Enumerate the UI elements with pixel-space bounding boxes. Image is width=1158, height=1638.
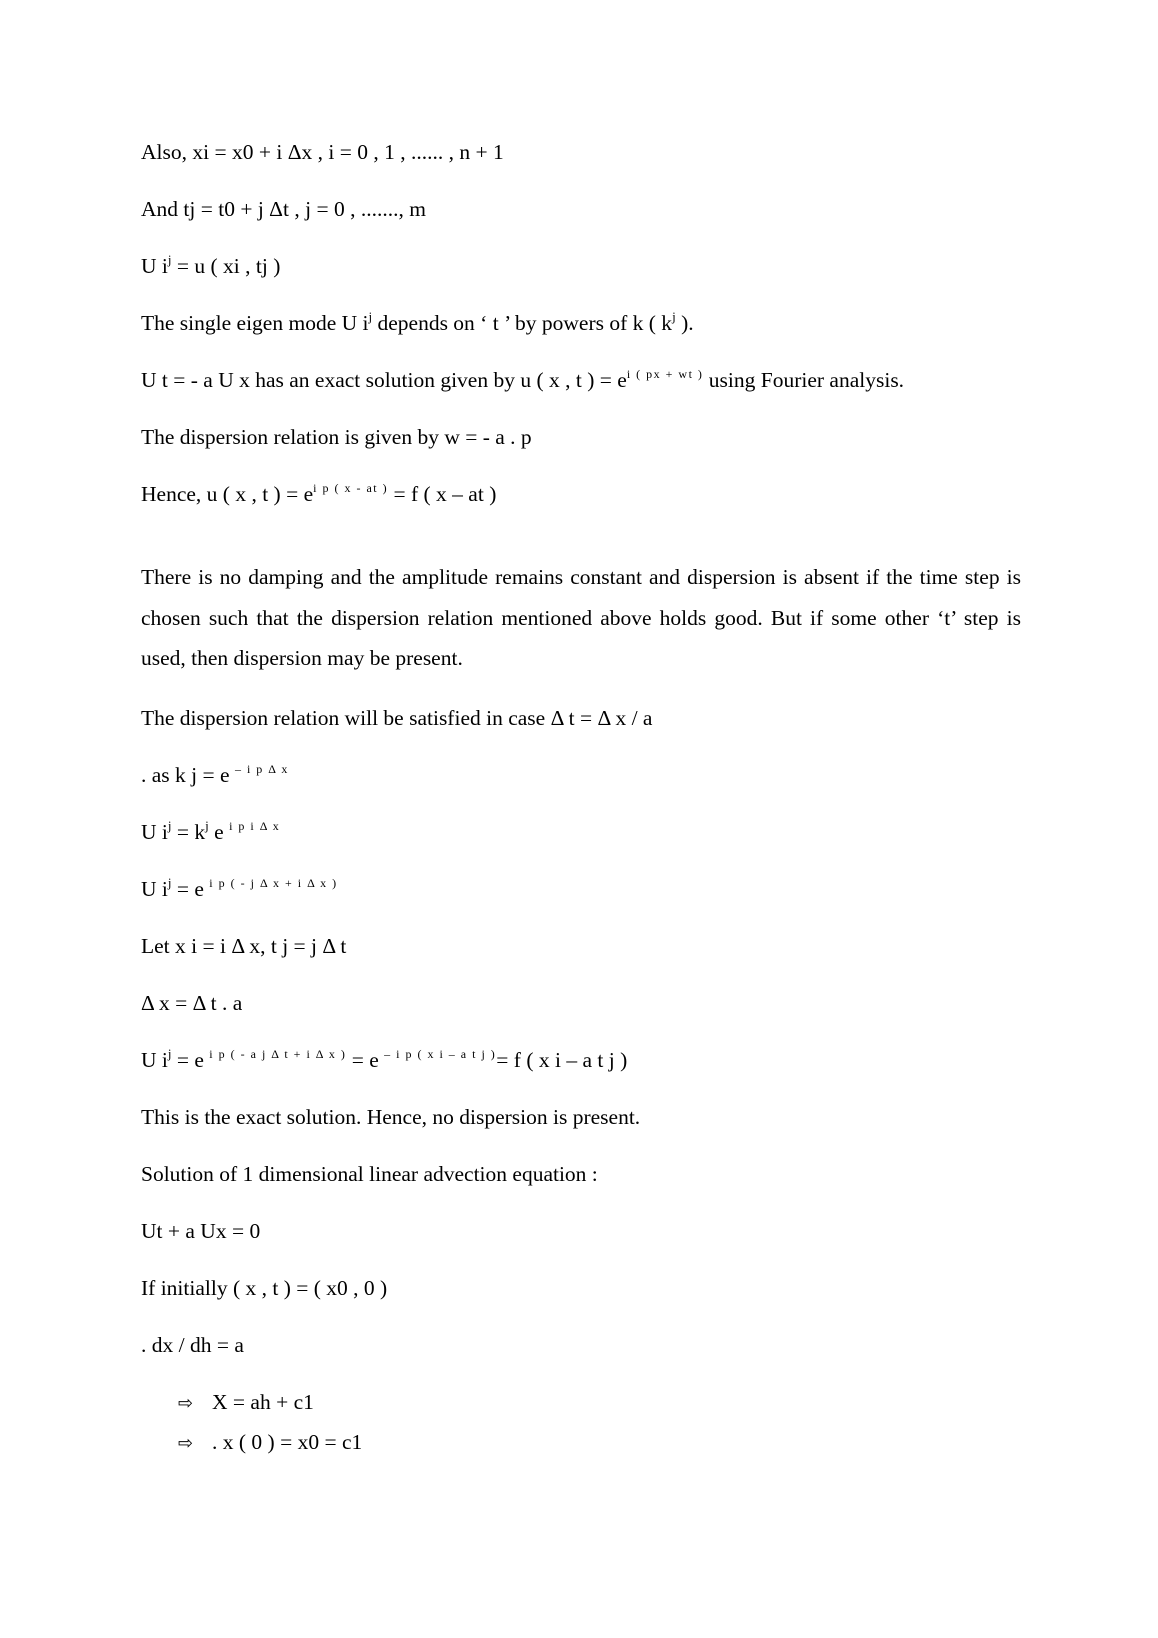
list-item-text: X = ah + c1 [212, 1390, 314, 1414]
text-segment: = k [171, 820, 206, 844]
superscript: j [672, 309, 676, 324]
arrow-right-icon: ⇨ [178, 1393, 194, 1414]
text-line: The dispersion relation will be satisfied in case Δ t = Δ x / a [141, 706, 653, 730]
text-line: Ut + a Ux = 0 [141, 1219, 261, 1243]
text-line [141, 818, 280, 846]
superscript: i p ( - a j Δ t + i Δ x ) [209, 1047, 347, 1061]
text-line [141, 1046, 627, 1074]
superscript: – i p Δ x [234, 762, 289, 776]
superscript: j [167, 1046, 172, 1061]
text-line: Also, xi = x0 + i Δx , i = 0 , 1 , ...... , n + 1 [141, 140, 504, 164]
text-line: Let x i = i Δ x, t j = j Δ t [141, 934, 347, 958]
list-item [178, 1388, 314, 1418]
text-line [141, 480, 496, 508]
text-segment: The single eigen mode U i [141, 311, 369, 335]
text-line: And tj = t0 + j Δt , j = 0 , ......., m [141, 197, 426, 221]
superscript: j [167, 252, 172, 267]
superscript: j [368, 309, 373, 324]
text-line [141, 252, 280, 280]
text-line: If initially ( x , t ) = ( x0 , 0 ) [141, 1276, 388, 1300]
superscript: i ( px + wt ) [626, 367, 704, 381]
text-segment: = e [171, 877, 204, 901]
list-item [178, 1428, 362, 1458]
arrow-right-icon: ⇨ [178, 1433, 194, 1454]
text-line: . dx / dh = a [141, 1333, 244, 1357]
superscript: i p i Δ x [229, 819, 281, 833]
superscript: – i p ( x i – a t j ) [384, 1047, 497, 1061]
text-segment: U i [141, 1048, 168, 1072]
text-segment: = f ( x – at ) [388, 482, 497, 506]
text-segment: depends on ‘ t ’ by powers of k ( k [372, 311, 673, 335]
text-segment: Hence, u ( x , t ) = e [141, 482, 314, 506]
text-line [141, 366, 904, 394]
superscript: j [167, 875, 172, 890]
text-line [141, 309, 694, 337]
text-segment: using Fourier analysis. [703, 368, 905, 392]
text-line: Δ x = Δ t . a [141, 991, 243, 1015]
text-segment: = u ( xi , tj ) [171, 254, 281, 278]
superscript: j [205, 818, 209, 833]
text-segment: U i [141, 820, 168, 844]
text-segment: U i [141, 877, 168, 901]
text-segment: = e [346, 1048, 379, 1072]
text-segment: . as k j = e [141, 763, 230, 787]
superscript: i p ( x - at ) [313, 481, 389, 495]
superscript: i p ( - j Δ x + i Δ x ) [209, 876, 338, 890]
text-line [141, 875, 338, 903]
superscript: j [167, 818, 172, 833]
text-segment: = f ( x i – a t j ) [496, 1048, 628, 1072]
text-segment: U t = - a U x has an exact solution given by u ( x , t ) = e [141, 368, 627, 392]
text-segment: U i [141, 254, 168, 278]
text-line [141, 761, 289, 789]
text-line: Solution of 1 dimensional linear advection equation : [141, 1162, 598, 1186]
text-segment: ). [675, 311, 694, 335]
paragraph: There is no damping and the amplitude remains constant and dispersion is absent if the time step is chosen such that the dispersion relation mentioned above holds good. But if some other ‘t’ step is used, then dispersion may be present. [141, 565, 1021, 670]
text-line: This is the exact solution. Hence, no dispersion is present. [141, 1105, 641, 1129]
text-line: The dispersion relation is given by w = - a . p [141, 425, 532, 449]
text-segment: e [208, 820, 224, 844]
list-item-text: . x ( 0 ) = x0 = c1 [212, 1430, 363, 1454]
text-segment: = e [171, 1048, 204, 1072]
